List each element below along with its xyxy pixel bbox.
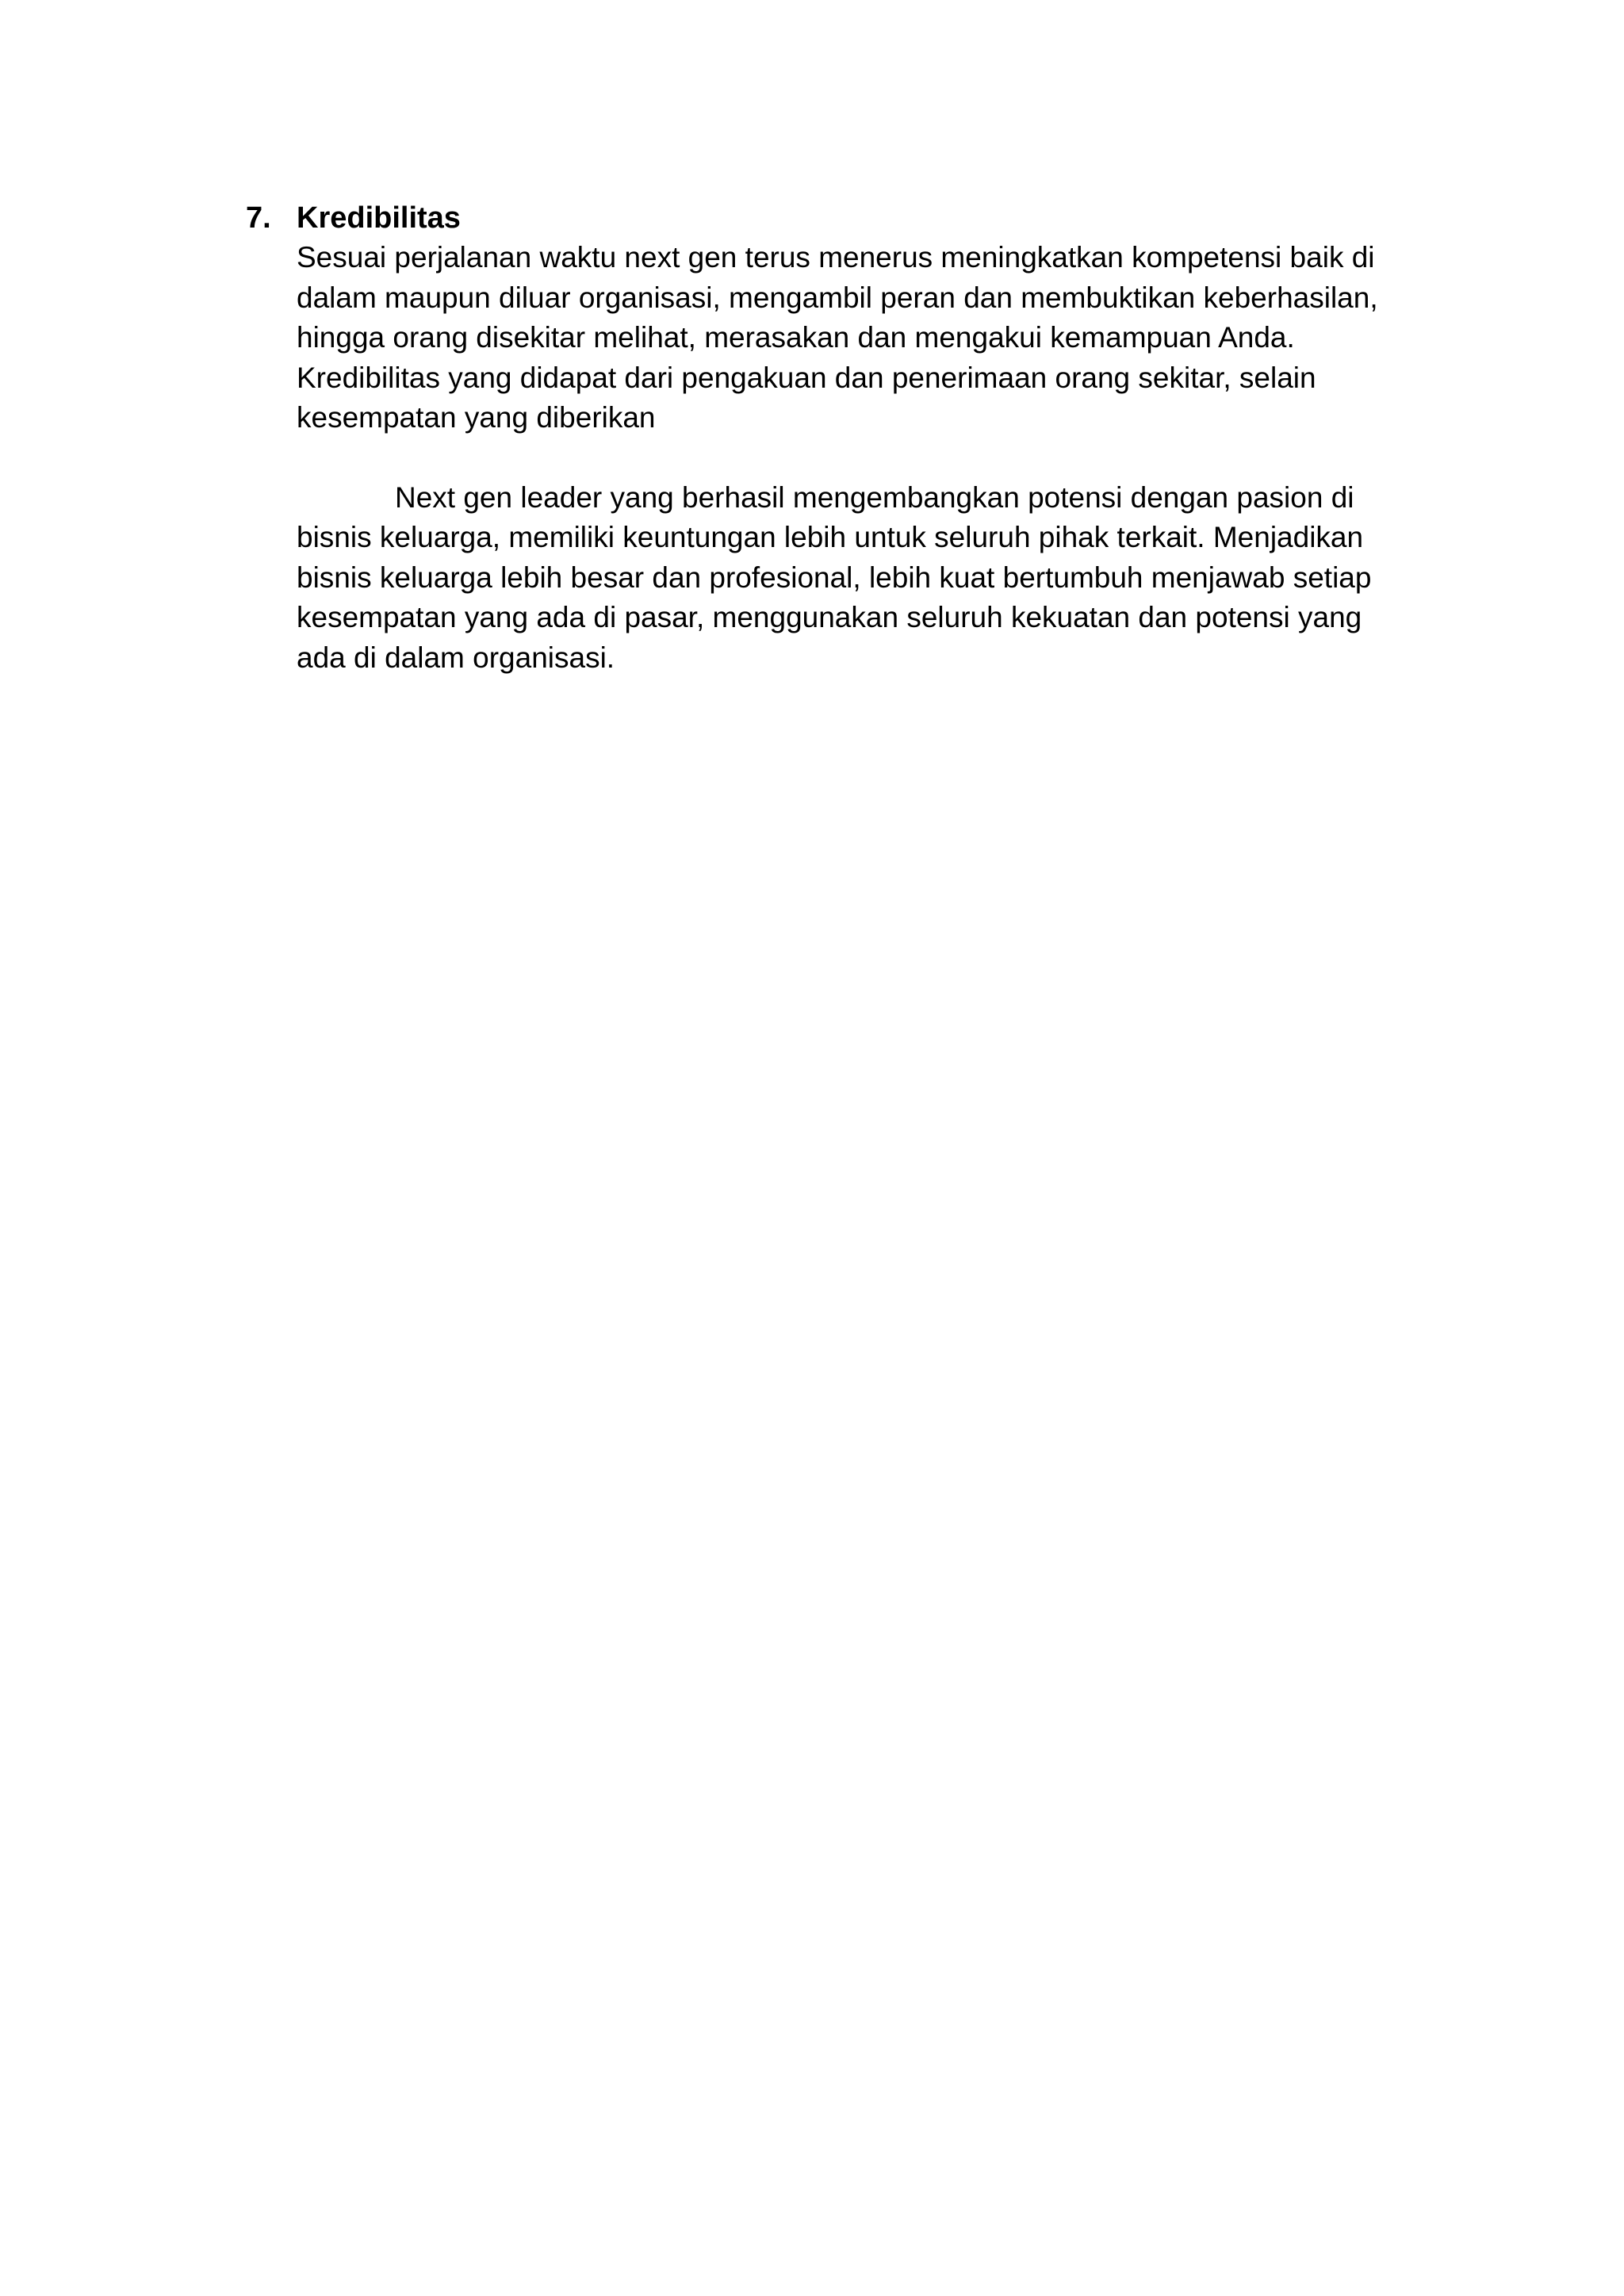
paragraph-line: hingga orang disekitar melihat, merasakan dan mengakui kemampuan Anda. [297,321,1295,354]
section-title: Kredibilitas [297,201,461,235]
paragraph-line: kesempatan yang ada di pasar, menggunakan seluruh kekuatan dan potensi yang [297,601,1362,633]
paragraph-line: ada di dalam organisasi. [297,641,615,674]
paragraph-2 [297,478,1443,679]
paragraph-line: dalam maupun diluar organisasi, mengambil peran dan membuktikan keberhasilan, [297,281,1378,314]
paragraph-line: bisnis keluarga, memiliki keuntungan lebih untuk seluruh pihak terkait. Menjadikan [297,521,1364,553]
section-heading [246,198,1443,238]
paragraph-line: Next gen leader yang berhasil mengembangkan potensi dengan pasion di [395,480,1354,514]
paragraph-line: kesempatan yang diberikan [297,401,656,434]
section-number: 7. [246,201,271,235]
paragraph-line: bisnis keluarga lebih besar dan profesional, lebih kuat bertumbuh menjawab setiap [297,561,1372,594]
paragraph-1 [297,238,1443,438]
section-kredibilitas [246,198,1443,678]
paragraph-line: Kredibilitas yang didapat dari pengakuan dan penerimaan orang sekitar, selain [297,361,1316,394]
paragraph-line: Sesuai perjalanan waktu next gen terus menerus meningkatkan kompetensi baik di [297,241,1375,274]
